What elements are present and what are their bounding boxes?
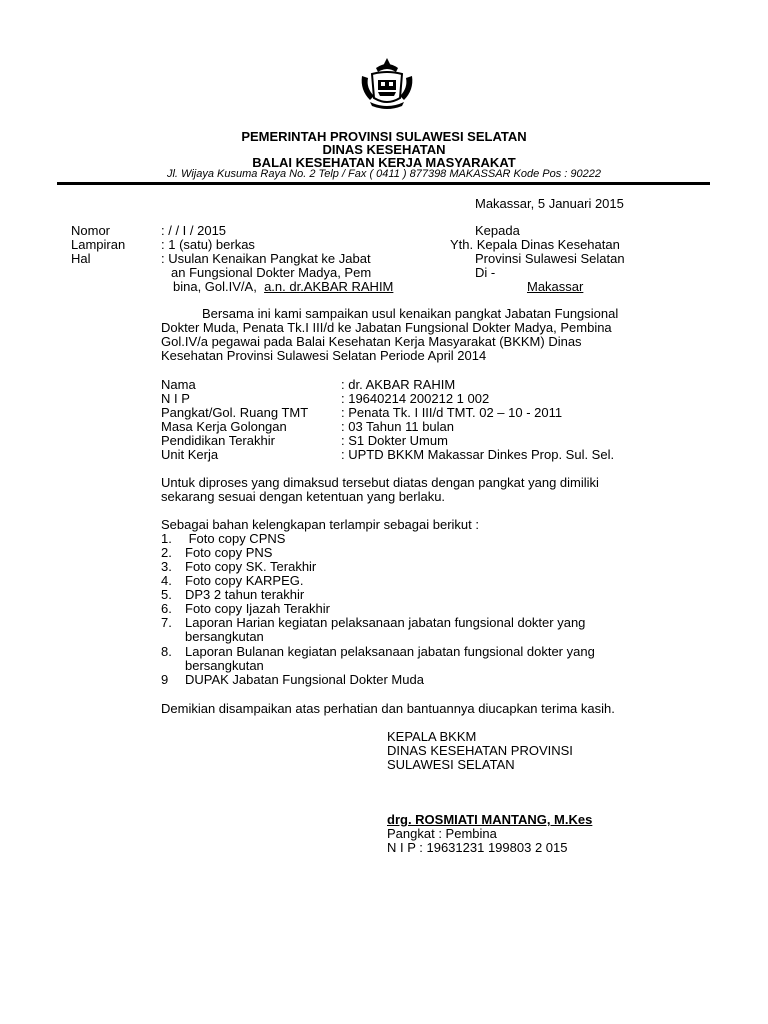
employee-value: : Penata Tk. I III/d TMT. 02 – 10 - 2011 xyxy=(341,405,563,420)
employee-value: : dr. AKBAR RAHIM xyxy=(341,377,456,392)
attachment-text: DP3 2 tahun terakhir xyxy=(185,587,305,602)
hal-line-3 xyxy=(173,280,393,294)
attachment-text: bersangkutan xyxy=(185,658,264,673)
employee-value: : UPTD BKKM Makassar Dinkes Prop. Sul. Sel. xyxy=(341,447,615,462)
attachment-number: 9 xyxy=(161,672,169,687)
attachment-text: Foto copy PNS xyxy=(185,545,273,560)
attachment-item xyxy=(161,673,424,687)
process-line-1: Untuk diproses yang dimaksud tersebut diatas dengan pangkat yang dimiliki xyxy=(161,475,599,490)
signatory-title-1: KEPALA BKKM xyxy=(387,729,477,744)
hal-line-2: an Fungsional Dokter Madya, Pem xyxy=(171,265,372,280)
process-line-2: sekarang sesuai dengan ketentuan yang berlaku. xyxy=(161,489,446,504)
attachment-number: 2. xyxy=(161,545,172,560)
recipient-city: Makassar xyxy=(527,279,584,294)
employee-label: Nama xyxy=(161,377,196,392)
employee-label: Unit Kerja xyxy=(161,447,219,462)
signatory-rank: Pangkat : Pembina xyxy=(387,826,497,841)
nomor-value: : / / I / 2015 xyxy=(161,223,227,238)
attachment-number: 3. xyxy=(161,559,172,574)
hal-line-3-name: a.n. dr.AKBAR RAHIM xyxy=(264,279,394,294)
date-line: Makassar, 5 Januari 2015 xyxy=(475,196,624,211)
letterhead-office: BALAI KESEHATAN KERJA MASYARAKAT xyxy=(252,155,516,170)
intro-line-2: Dokter Muda, Penata Tk.I III/d ke Jabatan Fungsional Dokter Madya, Pembina xyxy=(161,320,612,335)
hal-label: Hal xyxy=(71,251,91,266)
employee-label: Pangkat/Gol. Ruang TMT xyxy=(161,405,309,420)
attachment-text: Laporan Bulanan kegiatan pelaksanaan jabatan fungsional dokter yang xyxy=(185,644,595,659)
letterhead-rule xyxy=(57,182,710,185)
recipient-yth: Yth. Kepala Dinas Kesehatan xyxy=(450,237,620,252)
attachment-text: bersangkutan xyxy=(185,629,264,644)
attachment-text: Foto copy SK. Terakhir xyxy=(185,559,317,574)
intro-line-1: Bersama ini kami sampaikan usul kenaikan pangkat Jabatan Fungsional xyxy=(202,306,619,321)
employee-label: Masa Kerja Golongan xyxy=(161,419,287,434)
signatory-title-3: SULAWESI SELATAN xyxy=(387,757,515,772)
employee-label: Pendidikan Terakhir xyxy=(161,433,275,448)
attachment-text: Foto copy KARPEG. xyxy=(185,573,304,588)
provincial-emblem xyxy=(356,54,418,112)
signatory-nip: N I P : 19631231 199803 2 015 xyxy=(387,840,568,855)
letterhead-address: Jl. Wijaya Kusuma Raya No. 2 Telp / Fax ( 0411 ) 877398 MAKASSAR Kode Pos : 90222 xyxy=(166,168,602,180)
recipient-province: Provinsi Sulawesi Selatan xyxy=(475,251,625,266)
recipient-kepada: Kepada xyxy=(475,223,520,238)
attachment-number: 5. xyxy=(161,587,172,602)
letterhead-government: PEMERINTAH PROVINSI SULAWESI SELATAN xyxy=(241,129,527,144)
lampiran-value: : 1 (satu) berkas xyxy=(161,237,255,252)
attachment-item xyxy=(161,630,264,644)
recipient-di: Di - xyxy=(475,265,496,280)
employee-value: : S1 Dokter Umum xyxy=(341,433,448,448)
nomor-label: Nomor xyxy=(71,223,111,238)
closing-line: Demikian disampaikan atas perhatian dan bantuannya diucapkan terima kasih. xyxy=(161,701,615,716)
attachment-number: 8. xyxy=(161,644,172,659)
attachment-text: Foto copy Ijazah Terakhir xyxy=(185,601,330,616)
attachment-number: 6. xyxy=(161,601,172,616)
letterhead-agency: DINAS KESEHATAN xyxy=(322,142,446,157)
hal-line-1: : Usulan Kenaikan Pangkat ke Jabat xyxy=(161,251,371,266)
attachments-intro: Sebagai bahan kelengkapan terlampir sebagai berikut : xyxy=(161,517,479,532)
attachment-text: Foto copy CPNS xyxy=(185,531,286,546)
attachment-number: 4. xyxy=(161,573,172,588)
hal-line-3-prefix: bina, Gol.IV/A, xyxy=(173,279,257,294)
employee-value: : 19640214 200212 1 002 xyxy=(341,391,490,406)
employee-label: N I P xyxy=(161,391,190,406)
attachment-number: 1. xyxy=(161,531,172,546)
signatory-title-2: DINAS KESEHATAN PROVINSI xyxy=(387,743,573,758)
attachment-text: DUPAK Jabatan Fungsional Dokter Muda xyxy=(185,672,424,687)
lampiran-label: Lampiran xyxy=(71,237,126,252)
employee-value: : 03 Tahun 11 bulan xyxy=(341,419,455,434)
signatory-name: drg. ROSMIATI MANTANG, M.Kes xyxy=(387,812,593,827)
intro-line-3: Gol.IV/a pegawai pada Balai Kesehatan Kerja Masyarakat (BKKM) Dinas xyxy=(161,334,582,349)
attachment-number: 7. xyxy=(161,615,172,630)
attachment-text: Laporan Harian kegiatan pelaksanaan jabatan fungsional dokter yang xyxy=(185,615,586,630)
intro-line-4: Kesehatan Provinsi Sulawesi Selatan Periode April 2014 xyxy=(161,348,487,363)
